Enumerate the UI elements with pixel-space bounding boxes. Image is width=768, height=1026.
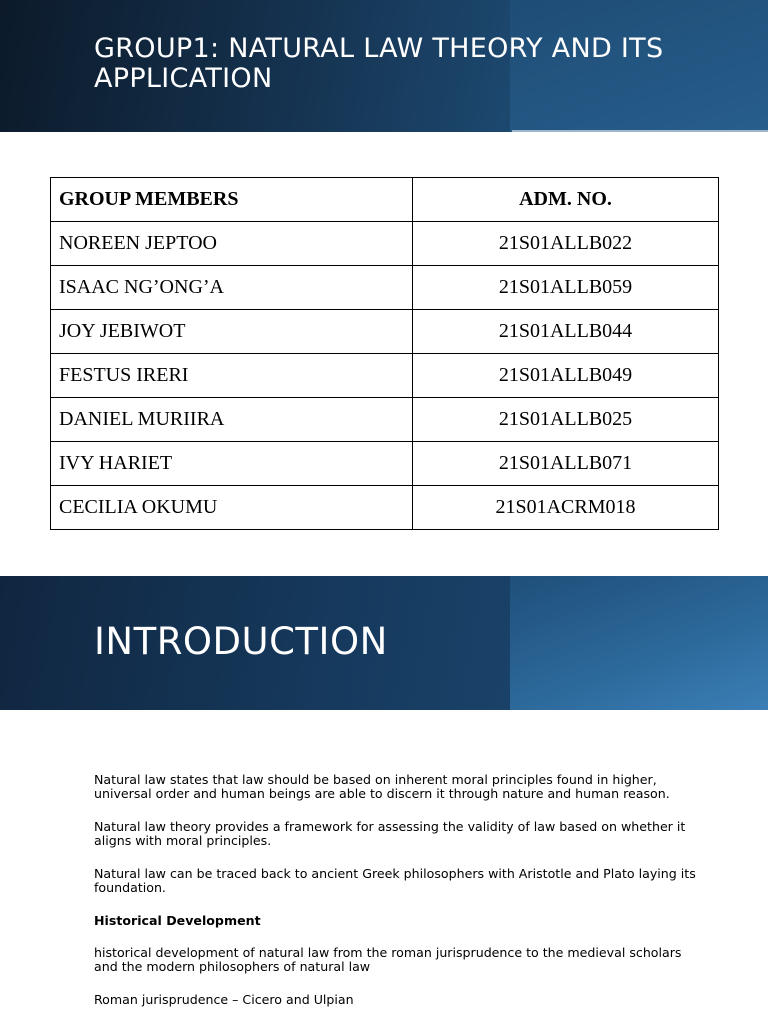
table-header-row [51, 178, 719, 222]
title-banner [0, 0, 768, 132]
table-row [51, 310, 719, 354]
column-header-members: GROUP MEMBERS [51, 178, 413, 222]
member-name: IVY HARIET [51, 442, 413, 486]
column-header-adm-no: ADM. NO. [413, 178, 719, 222]
admission-number: 21S01ACRM018 [413, 486, 719, 530]
member-name: JOY JEBIWOT [51, 310, 413, 354]
admission-number: 21S01ALLB025 [413, 398, 719, 442]
member-name: DANIEL MURIIRA [51, 398, 413, 442]
admission-number: 21S01ALLB071 [413, 442, 719, 486]
table-row [51, 486, 719, 530]
section-heading: Historical Development [94, 913, 261, 928]
introduction-body [94, 773, 704, 1026]
body-paragraph: Natural law can be traced back to ancient Greek philosophers with Aristotle and Plato laying its foundation. [94, 866, 696, 895]
body-paragraph: Natural law theory provides a framework for assessing the validity of law based on whether it aligns with moral principles. [94, 819, 686, 848]
body-paragraph: Natural law states that law should be based on inherent moral principles found in higher, universal order and human beings are able to discern it through nature and human reason. [94, 772, 670, 801]
table-row [51, 222, 719, 266]
admission-number: 21S01ALLB022 [413, 222, 719, 266]
member-name: NOREEN JEPTOO [51, 222, 413, 266]
admission-number: 21S01ALLB044 [413, 310, 719, 354]
table-row [51, 398, 719, 442]
body-paragraph: historical development of natural law from the roman jurisprudence to the medieval scholars and the modern philosophers of natural law [94, 945, 682, 974]
table-row [51, 442, 719, 486]
admission-number: 21S01ALLB059 [413, 266, 719, 310]
member-name: ISAAC NG’ONG’A [51, 266, 413, 310]
banner-edge-line [512, 130, 768, 132]
group-members-table [50, 177, 719, 530]
admission-number: 21S01ALLB049 [413, 354, 719, 398]
table-row [51, 266, 719, 310]
body-paragraph: Roman jurisprudence – Cicero and Ulpian [94, 992, 354, 1007]
banner-highlight [510, 576, 768, 710]
slide-title: GROUP1: NATURAL LAW THEORY AND ITS APPLICATION [94, 33, 664, 94]
introduction-title: INTRODUCTION [94, 620, 388, 663]
member-name: FESTUS IRERI [51, 354, 413, 398]
member-name: CECILIA OKUMU [51, 486, 413, 530]
table-row [51, 354, 719, 398]
